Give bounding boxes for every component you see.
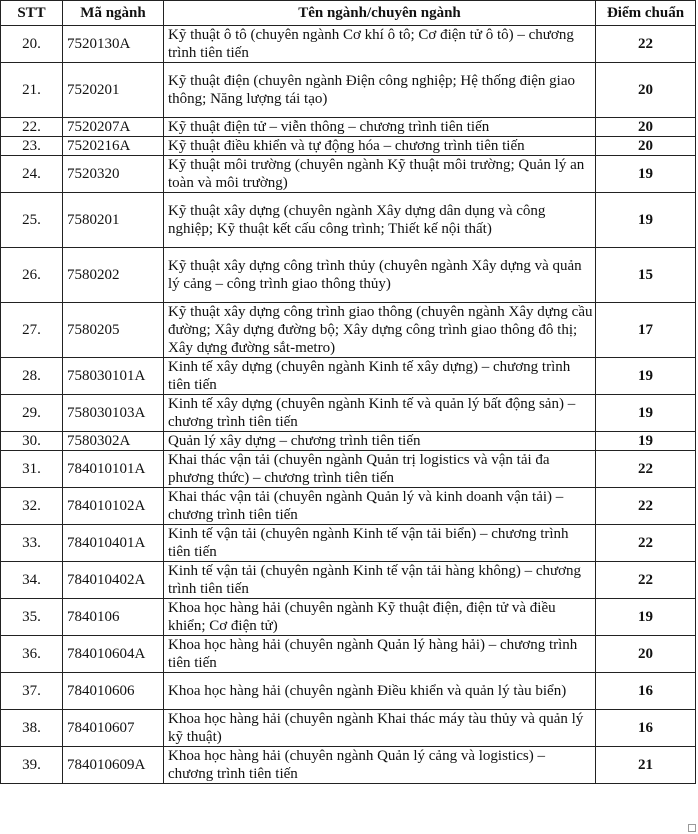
row-stt: 24.: [1, 156, 63, 193]
row-score: 16: [596, 673, 696, 710]
row-stt: 31.: [1, 451, 63, 488]
row-score: 19: [596, 395, 696, 432]
row-score: 19: [596, 599, 696, 636]
table-row: [1, 156, 696, 193]
row-score: 16: [596, 710, 696, 747]
row-stt: 25.: [1, 193, 63, 248]
row-stt: 35.: [1, 599, 63, 636]
row-name: Khoa học hàng hải (chuyên ngành Điều khiển và quản lý tàu biển): [164, 673, 596, 710]
row-score: 20: [596, 636, 696, 673]
row-code: 758030101A: [63, 358, 164, 395]
row-code: 7520130A: [63, 26, 164, 63]
row-score: 20: [596, 137, 696, 156]
row-name: Kinh tế vận tải (chuyên ngành Kinh tế vận tải biển) – chương trình tiên tiến: [164, 525, 596, 562]
row-score: 19: [596, 432, 696, 451]
row-stt: 37.: [1, 673, 63, 710]
row-code: 7580201: [63, 193, 164, 248]
row-score: 15: [596, 248, 696, 303]
header-name: Tên ngành/chuyên ngành: [164, 1, 596, 26]
row-code: 784010606: [63, 673, 164, 710]
row-code: 7580205: [63, 303, 164, 358]
row-code: 7580202: [63, 248, 164, 303]
row-stt: 36.: [1, 636, 63, 673]
row-name: Kỹ thuật môi trường (chuyên ngành Kỹ thuật môi trường; Quản lý an toàn và môi trường): [164, 156, 596, 193]
row-name: Kỹ thuật điều khiển và tự động hóa – chương trình tiên tiến: [164, 137, 596, 156]
table-row: [1, 63, 696, 118]
row-name: Kỹ thuật ô tô (chuyên ngành Cơ khí ô tô; Cơ điện tử ô tô) – chương trình tiên tiến: [164, 26, 596, 63]
table-row: [1, 747, 696, 784]
row-stt: 28.: [1, 358, 63, 395]
row-stt: 21.: [1, 63, 63, 118]
table-header-row: [1, 1, 696, 26]
row-code: 7580302A: [63, 432, 164, 451]
row-code: 784010609A: [63, 747, 164, 784]
row-score: 22: [596, 488, 696, 525]
row-score: 22: [596, 451, 696, 488]
row-name: Khoa học hàng hải (chuyên ngành Kỹ thuật điện, điện tử và điều khiển; Cơ điện tử): [164, 599, 596, 636]
row-name: Kỹ thuật xây dựng (chuyên ngành Xây dựng dân dụng và công nghiệp; Kỹ thuật kết cấu công trình; Thiết kế nội thất): [164, 193, 596, 248]
table-row: [1, 395, 696, 432]
row-score: 17: [596, 303, 696, 358]
row-name: Kỹ thuật xây dựng công trình thủy (chuyên ngành Xây dựng và quản lý cảng – công trình giao thông thủy): [164, 248, 596, 303]
row-stt: 34.: [1, 562, 63, 599]
table-row: [1, 118, 696, 137]
table-row: [1, 26, 696, 63]
table-row: [1, 525, 696, 562]
row-stt: 22.: [1, 118, 63, 137]
row-stt: 38.: [1, 710, 63, 747]
row-name: Khai thác vận tải (chuyên ngành Quản trị logistics và vận tải đa phương thức) – chương trình tiên tiến: [164, 451, 596, 488]
table-row: [1, 137, 696, 156]
row-code: 7520320: [63, 156, 164, 193]
table-row: [1, 562, 696, 599]
header-stt: STT: [1, 1, 63, 26]
row-name: Khoa học hàng hải (chuyên ngành Quản lý hàng hải) – chương trình tiên tiến: [164, 636, 596, 673]
table-row: [1, 599, 696, 636]
row-stt: 23.: [1, 137, 63, 156]
row-stt: 20.: [1, 26, 63, 63]
row-name: Khoa học hàng hải (chuyên ngành Quản lý cảng và logistics) – chương trình tiên tiến: [164, 747, 596, 784]
row-score: 20: [596, 63, 696, 118]
table-row: [1, 432, 696, 451]
header-score: Điểm chuẩn: [596, 1, 696, 26]
row-name: Khoa học hàng hải (chuyên ngành Khai thác máy tàu thủy và quản lý kỹ thuật): [164, 710, 596, 747]
table-row: [1, 303, 696, 358]
row-stt: 33.: [1, 525, 63, 562]
row-code: 7840106: [63, 599, 164, 636]
row-code: 7520201: [63, 63, 164, 118]
table-row: [1, 193, 696, 248]
row-stt: 26.: [1, 248, 63, 303]
row-code: 784010604A: [63, 636, 164, 673]
row-score: 19: [596, 358, 696, 395]
row-score: 21: [596, 747, 696, 784]
row-stt: 27.: [1, 303, 63, 358]
table-row: [1, 358, 696, 395]
row-code: 784010401A: [63, 525, 164, 562]
table-row: [1, 710, 696, 747]
row-code: 784010101A: [63, 451, 164, 488]
row-stt: 39.: [1, 747, 63, 784]
row-code: 784010607: [63, 710, 164, 747]
row-code: 7520216A: [63, 137, 164, 156]
row-code: 7520207A: [63, 118, 164, 137]
row-code: 784010402A: [63, 562, 164, 599]
row-name: Kinh tế xây dựng (chuyên ngành Kinh tế và quản lý bất động sản) – chương trình tiên tiến: [164, 395, 596, 432]
row-code: 758030103A: [63, 395, 164, 432]
row-stt: 29.: [1, 395, 63, 432]
row-name: Quản lý xây dựng – chương trình tiên tiến: [164, 432, 596, 451]
row-score: 22: [596, 562, 696, 599]
row-score: 20: [596, 118, 696, 137]
row-score: 19: [596, 156, 696, 193]
table-row: [1, 673, 696, 710]
row-score: 19: [596, 193, 696, 248]
row-name: Kỹ thuật xây dựng công trình giao thông (chuyên ngành Xây dựng cầu đường; Xây dựng đường bộ; Xây dựng công trình giao thông đô thị; Xây dựng đường sắt-metro): [164, 303, 596, 358]
row-name: Khai thác vận tải (chuyên ngành Quản lý và kinh doanh vận tải) – chương trình tiên tiến: [164, 488, 596, 525]
table-row: [1, 636, 696, 673]
corner-resize-icon: [688, 824, 696, 832]
row-name: Kinh tế vận tải (chuyên ngành Kinh tế vận tải hàng không) – chương trình tiên tiến: [164, 562, 596, 599]
row-code: 784010102A: [63, 488, 164, 525]
row-name: Kỹ thuật điện (chuyên ngành Điện công nghiệp; Hệ thống điện giao thông; Năng lượng tái tạo): [164, 63, 596, 118]
table-row: [1, 248, 696, 303]
row-name: Kỹ thuật điện tử – viễn thông – chương trình tiên tiến: [164, 118, 596, 137]
header-code: Mã ngành: [63, 1, 164, 26]
row-name: Kinh tế xây dựng (chuyên ngành Kinh tế xây dựng) – chương trình tiên tiến: [164, 358, 596, 395]
row-stt: 30.: [1, 432, 63, 451]
row-score: 22: [596, 525, 696, 562]
table-row: [1, 488, 696, 525]
row-score: 22: [596, 26, 696, 63]
row-stt: 32.: [1, 488, 63, 525]
table-row: [1, 451, 696, 488]
